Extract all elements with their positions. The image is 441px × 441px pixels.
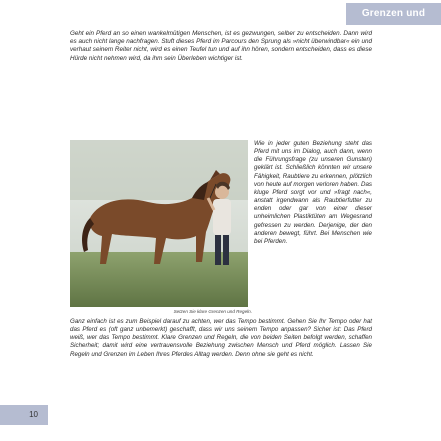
horse-photo-illustration <box>70 140 248 307</box>
side-column-text: Wie in jeder guten Beziehung steht das Pferd mit uns im Dialog, auch dann, wenn die Führungsfrage (zu unseren Gunsten) geklärt ist. Schließlich könnten wir unsere Fähigkeit, Raubtiere zu erkennen, plötzlich von heute auf morgen verloren haben. Das kluge Pferd sorgt vor und »fragt nach«, anstatt irgendwann als Raubtierfutter zu enden oder gar von einer dieser unheimlichen Plastiktüten am Wegesrand gefressen zu werden. Derjenige, der den anderen bewegt, führt. Bei Menschen wie bei Pferden. <box>254 140 372 245</box>
horse-photo <box>70 140 248 307</box>
photo-caption: Setzen Sie klare Grenzen und Regeln. <box>173 309 252 314</box>
header-bar <box>0 3 441 41</box>
page-number: 10 <box>0 405 48 425</box>
intro-paragraph: Geht ein Pferd an so einen wankelmütigen Menschen, ist es gezwungen, selber zu entscheiden. Dann wird es auch nicht lange nachfragen. Stuft dieses Pferd im Parcours den Sprung als »nicht überwindbar« ein und verhaut seinem Reiter nicht, wird es einen Teufel tun und auf ihn hören, sondern entscheiden, dass es diese Hürde nicht nehmen wird, da ihm sein Überleben wichtiger ist. <box>70 30 372 62</box>
full-width-paragraph: Ganz einfach ist es zum Beispiel darauf zu achten, wer das Tempo bestimmt. Gehen Sie Ihr Tempo oder hat das Pferd es (oft ganz unbemerkt) geschafft, dass wir uns seinem Tempo anpassen? Sicher ist: Das Pferd weiß, wer das Tempo bestimmt. Klare Grenzen und Regeln, die von beiden Seiten befolgt werden, schaffen Sicherheit; damit wird eine vertrauensvolle Beziehung zwischen Mensch und Pferd möglich. Lassen Sie Regeln und Grenzen im Leben Ihres Pferdes Alltag werden. Denn ohne sie geht es nicht. <box>70 318 372 358</box>
section-title-tab: Grenzen und Regeln <box>346 3 441 25</box>
